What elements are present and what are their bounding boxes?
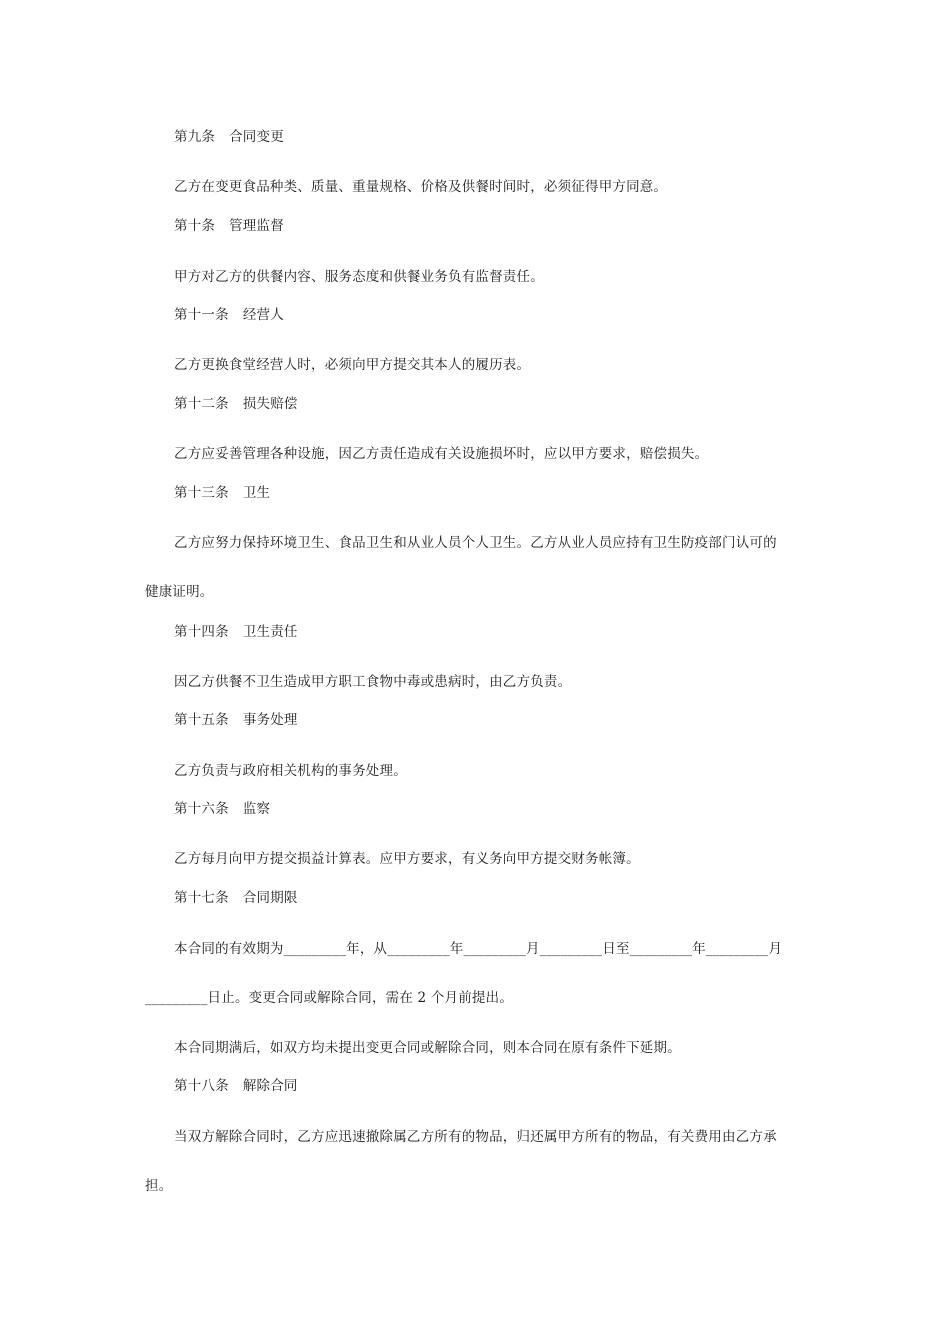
article-title: 合同变更 [229,129,284,145]
article-18-heading [174,1077,298,1095]
article-17-body-line2: _________日止。变更合同或解除合同，需在 2 个月前提出。 [145,990,514,1006]
article-12-heading [174,395,298,413]
article-number: 第十一条 [174,307,229,323]
article-18-body-line2: 担。 [145,1178,173,1194]
article-number: 第十三条 [174,485,229,501]
article-number: 第十四条 [174,624,229,640]
article-title: 卫生 [242,485,271,501]
article-13-body-line1: 乙方应努力保持环境卫生、食品卫生和从业人员个人卫生。乙方从业人员应持有卫生防疫部门认可的 [174,535,777,551]
article-13-heading [174,484,270,502]
article-14-body: 因乙方供餐不卫生造成甲方职工食物中毒或患病时，由乙方负责。 [174,674,572,690]
article-title: 卫生责任 [242,624,298,640]
article-title: 事务处理 [242,712,298,728]
article-11-body: 乙方更换食堂经营人时，必须向甲方提交其本人的履历表。 [174,357,531,373]
article-16-heading [174,800,270,818]
article-10-heading [174,217,284,235]
article-9-heading [174,128,284,146]
article-15-heading [174,711,298,729]
article-title: 经营人 [242,307,284,323]
article-number: 第十六条 [174,801,229,817]
article-number: 第十条 [174,218,216,234]
article-number: 第十五条 [174,712,229,728]
article-17-heading [174,889,298,907]
article-number: 第十七条 [174,890,229,906]
article-17-body-line1: 本合同的有效期为_________年，从_________年_________月_________日至_________年_________月 [174,941,783,957]
article-number: 第十八条 [174,1078,229,1094]
article-title: 监察 [242,801,271,817]
article-number: 第九条 [174,129,216,145]
article-16-body: 乙方每月向甲方提交损益计算表。应甲方要求，有义务向甲方提交财务帐簿。 [174,851,640,867]
article-13-body-line2: 健康证明。 [145,584,214,600]
article-10-body: 甲方对乙方的供餐内容、服务态度和供餐业务负有监督责任。 [174,269,544,285]
article-17-extension: 本合同期满后，如双方均未提出变更合同或解除合同，则本合同在原有条件下延期。 [174,1040,681,1056]
article-18-body-line1: 当双方解除合同时，乙方应迅速撤除属乙方所有的物品，归还属甲方所有的物品，有关费用由乙方承 [174,1129,777,1145]
article-title: 管理监督 [229,218,284,234]
article-title: 合同期限 [242,890,298,906]
article-title: 损失赔偿 [242,396,298,412]
article-number: 第十二条 [174,396,229,412]
article-15-body: 乙方负责与政府相关机构的事务处理。 [174,763,407,779]
article-12-body: 乙方应妥善管理各种设施，因乙方责任造成有关设施损坏时，应以甲方要求，赔偿损失。 [174,446,709,462]
article-14-heading [174,623,298,641]
article-11-heading [174,306,284,324]
article-9-body: 乙方在变更食品种类、质量、重量规格、价格及供餐时间时，必须征得甲方同意。 [174,179,668,195]
article-title: 解除合同 [242,1078,298,1094]
